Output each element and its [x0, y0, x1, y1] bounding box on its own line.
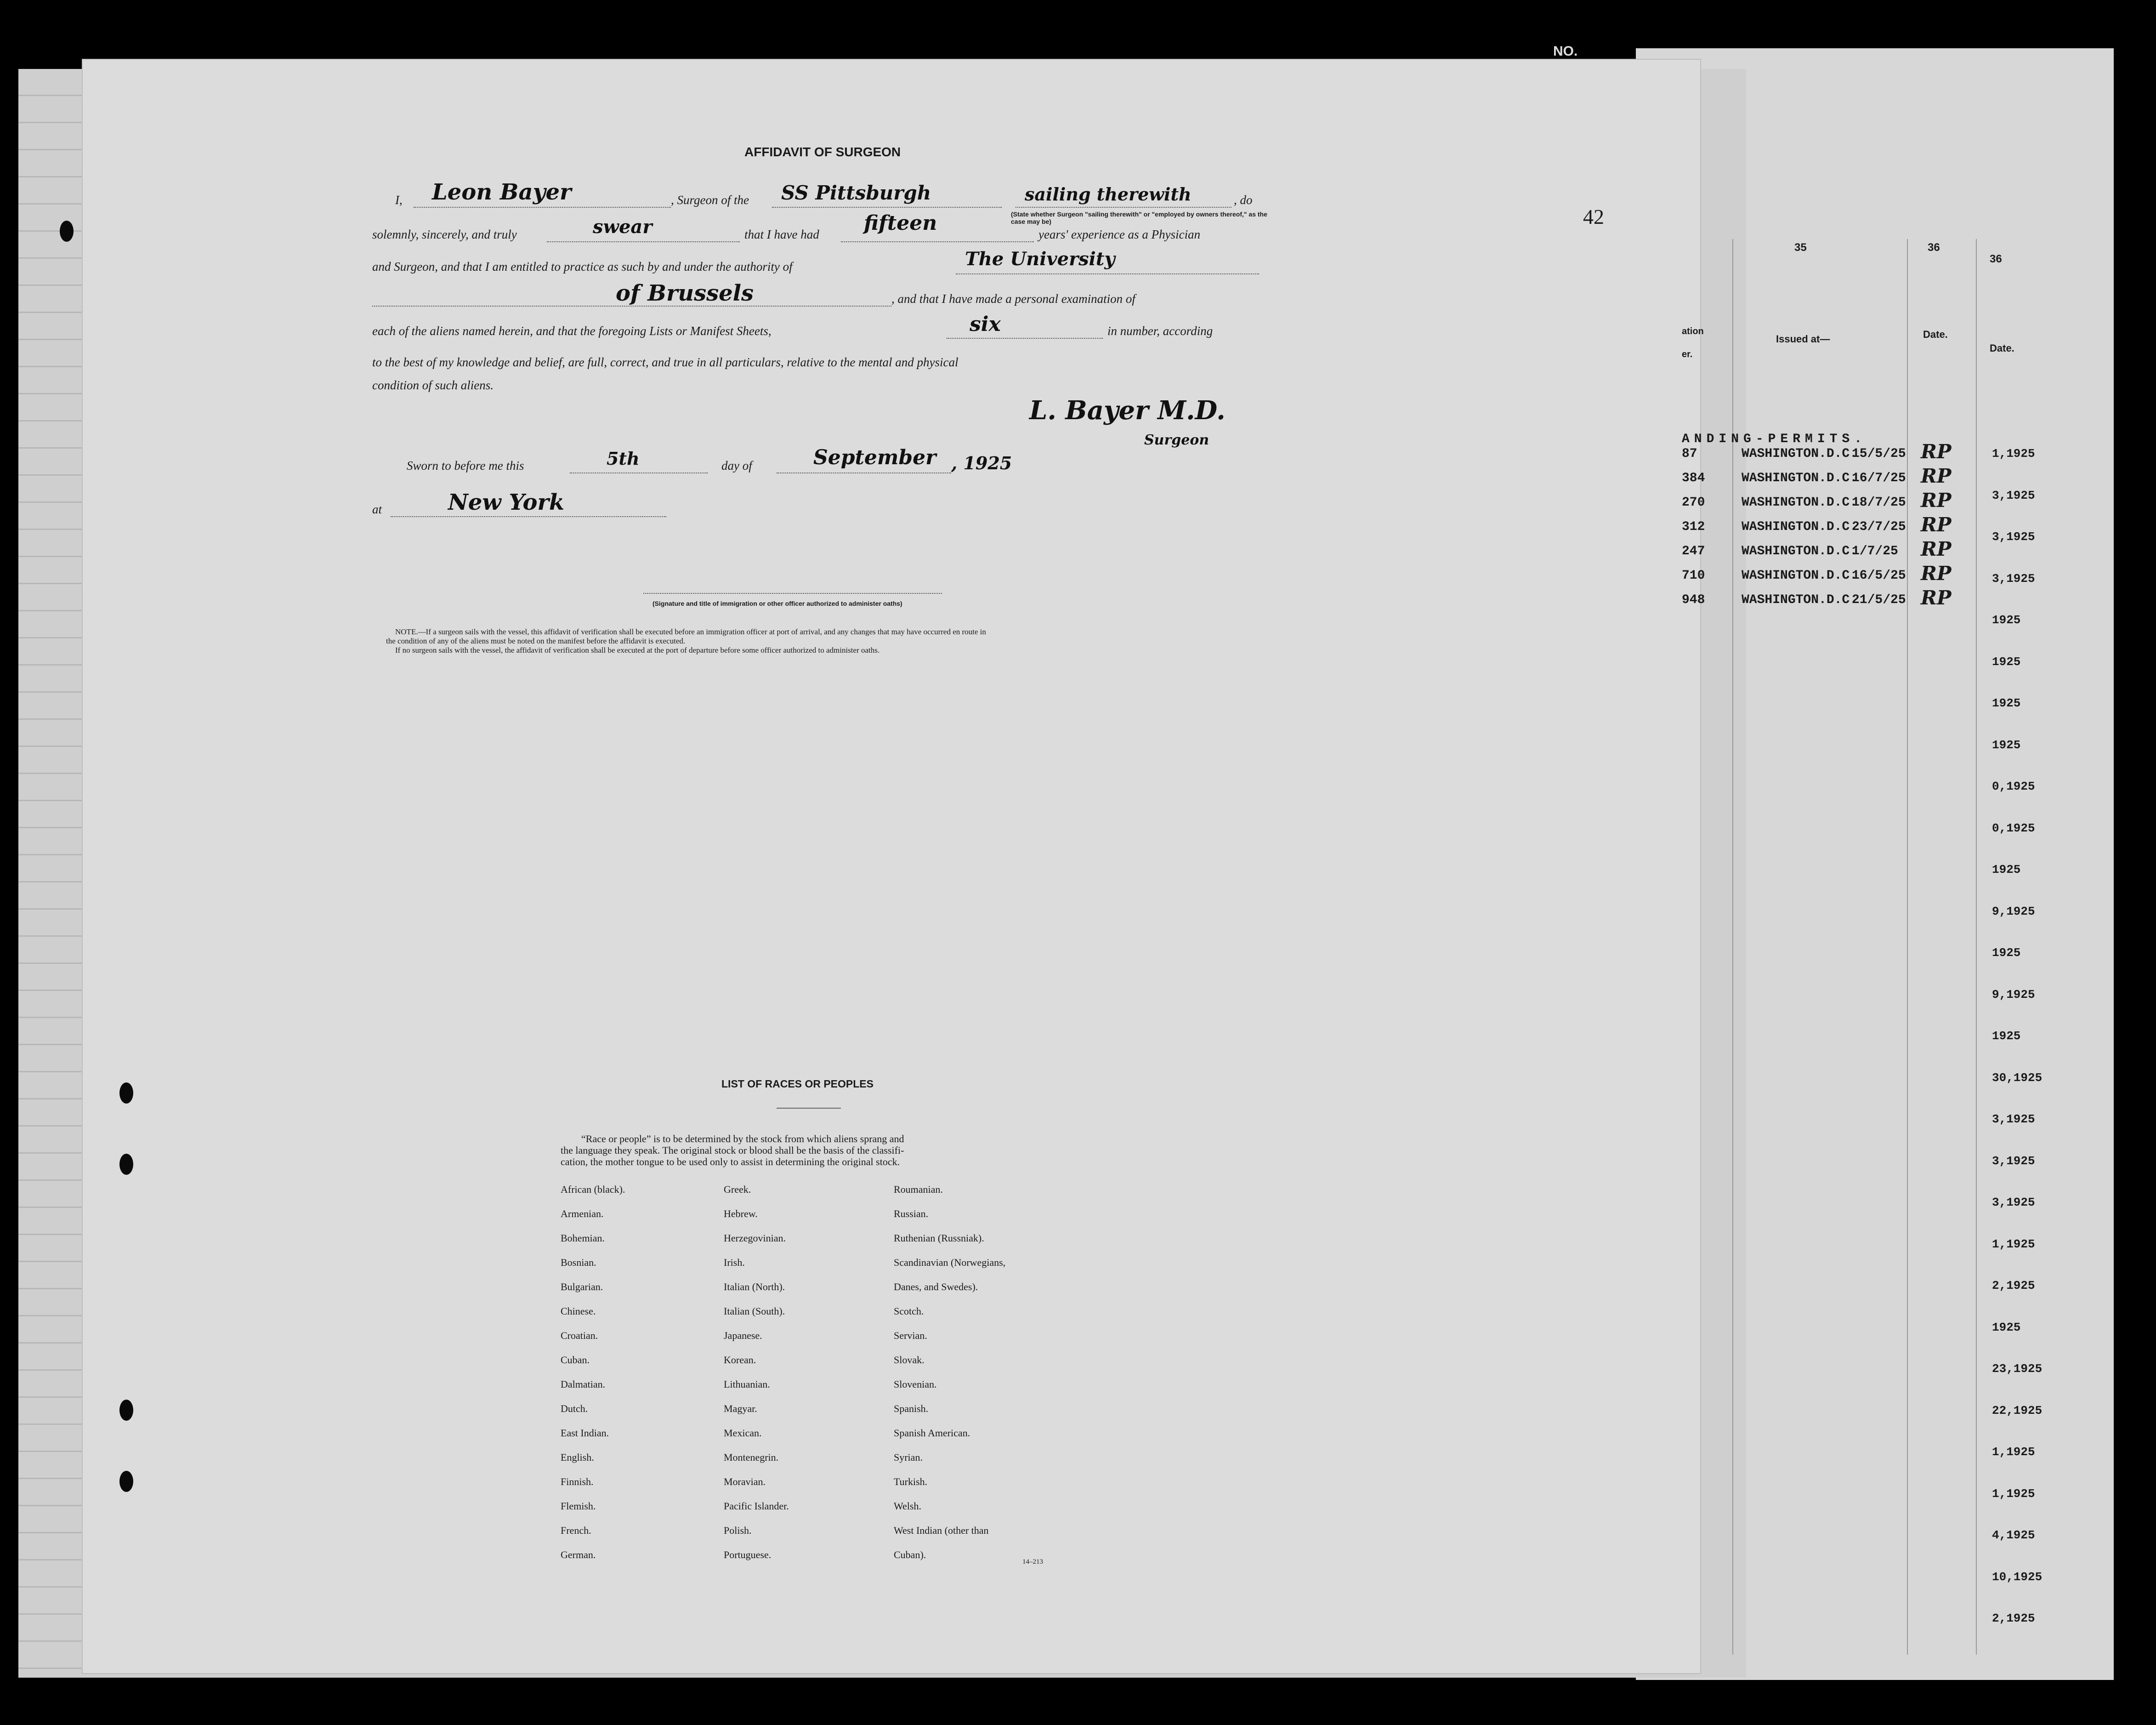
- permit-issued-at: WASHINGTON.D.C.: [1742, 593, 1858, 607]
- race-item: Turkish.: [894, 1476, 928, 1487]
- permit-date: 21/5/25: [1852, 593, 1906, 607]
- race-item: Irish.: [724, 1257, 745, 1268]
- date-column-cell: 10,1925: [1992, 1570, 2043, 1584]
- date-column-cell: 1,1925: [1992, 1445, 2035, 1459]
- date-column-cell: 1925: [1992, 863, 2021, 877]
- permit-number: 247: [1682, 544, 1705, 558]
- permit-approval-mark: RP: [1921, 562, 1952, 585]
- permit-number: 87: [1682, 447, 1697, 461]
- punch-hole: [119, 1400, 133, 1421]
- permit-date: 16/5/25: [1852, 569, 1906, 583]
- text-at: at: [372, 502, 382, 516]
- text-best-knowledge: to the best of my knowledge and belief, are full, correct, and true in all particulars, relative to the mental and physical: [372, 355, 959, 369]
- race-item: Montenegrin.: [724, 1452, 779, 1463]
- column-head-station: ation: [1682, 326, 1704, 336]
- date-column-cell: 1,1925: [1992, 1237, 2035, 1251]
- race-item: Slovenian.: [894, 1378, 937, 1390]
- text-each-alien: each of the aliens named herein, and that the foregoing Lists or Manifest Sheets,: [372, 324, 772, 338]
- note-line-2: the condition of any of the aliens must be noted on the manifest before the affidavit is executed.: [386, 637, 686, 645]
- punch-hole: [60, 221, 74, 242]
- permit-approval-mark: RP: [1921, 513, 1952, 536]
- race-item: Cuban).: [894, 1549, 926, 1560]
- race-item: Spanish.: [894, 1403, 929, 1414]
- race-item: Greek.: [724, 1184, 751, 1195]
- manifest-number-label: NO.: [1553, 44, 1578, 59]
- permit-date: 15/5/25: [1852, 447, 1906, 461]
- sworn-place: New York: [448, 490, 565, 515]
- column-head-date-2: Date.: [1990, 342, 2014, 354]
- permit-issued-at: WASHINGTON.D.C.: [1742, 471, 1858, 485]
- punch-hole: [119, 1471, 133, 1492]
- punch-hole: [119, 1154, 133, 1175]
- sworn-year: , 1925: [951, 453, 1012, 473]
- race-item: Portuguese.: [724, 1549, 772, 1560]
- text-that-had: that I have had: [744, 228, 819, 241]
- race-item: Italian (South).: [724, 1305, 785, 1317]
- race-item: Lithuanian.: [724, 1378, 770, 1390]
- race-item: Welsh.: [894, 1500, 921, 1512]
- date-column-cell: 23,1925: [1992, 1362, 2043, 1376]
- date-column-cell: 1,1925: [1992, 447, 2035, 461]
- race-item: Spanish American.: [894, 1427, 970, 1439]
- races-intro-1: “Race or people” is to be determined by the stock from which aliens sprang and: [581, 1133, 904, 1144]
- race-item: Herzegovinian.: [724, 1232, 786, 1244]
- date-column-cell: 3,1925: [1992, 1154, 2035, 1168]
- sailing-hint: (State whether Surgeon "sailing therewith" or "employed by owners thereof," as the case may be): [1011, 211, 1267, 225]
- races-title: LIST OF RACES OR PEOPLES: [721, 1078, 874, 1090]
- race-item: Chinese.: [561, 1305, 596, 1317]
- sailing-status: sailing therewith: [1025, 184, 1191, 205]
- sworn-month: September: [813, 446, 936, 469]
- text-solemnly: solemnly, sincerely, and truly: [372, 228, 517, 241]
- surgeon-signature-role: Surgeon: [1144, 432, 1209, 448]
- permit-issued-at: WASHINGTON.D.C.: [1742, 520, 1858, 534]
- date-column-cell: 3,1925: [1992, 1112, 2035, 1126]
- race-item: French.: [561, 1525, 591, 1536]
- race-item: Syrian.: [894, 1452, 923, 1463]
- text-i: I,: [395, 193, 403, 207]
- date-column-cell: 0,1925: [1992, 780, 2035, 793]
- races-intro-3: cation, the mother tongue to be used only to assist in determining the original stock.: [561, 1156, 900, 1167]
- date-column-cell: 1925: [1992, 1029, 2021, 1043]
- permit-issued-at: WASHINGTON.D.C.: [1742, 544, 1858, 558]
- affidavit-title: AFFIDAVIT OF SURGEON: [744, 145, 901, 159]
- date-column-cell: 1925: [1992, 613, 2021, 627]
- landing-permits-label: ANDING-PERMITS.: [1682, 432, 1867, 446]
- permit-number: 948: [1682, 593, 1705, 607]
- date-column-cell: 3,1925: [1992, 571, 2035, 586]
- races-intro-2: the language they speak. The original stock or blood shall be the basis of the classifi-: [561, 1144, 904, 1156]
- race-item: Dalmatian.: [561, 1378, 606, 1390]
- race-item: Servian.: [894, 1330, 927, 1341]
- column-head-issued-at: Issued at—: [1776, 333, 1830, 345]
- race-item: East Indian.: [561, 1427, 609, 1439]
- race-item: Roumanian.: [894, 1184, 943, 1195]
- note-line-1: NOTE.—If a surgeon sails with the vessel, this affidavit of verification shall be executed before an immigration officer at port of arrival, and any changes that may have occurred en route in: [395, 627, 986, 636]
- permit-issued-at: WASHINGTON.D.C.: [1742, 495, 1858, 510]
- race-item: Bosnian.: [561, 1257, 596, 1268]
- race-item: Korean.: [724, 1354, 756, 1366]
- date-column-cell: 3,1925: [1992, 488, 2035, 502]
- race-item: African (black).: [561, 1184, 625, 1195]
- race-item: Finnish.: [561, 1476, 594, 1487]
- race-item: Magyar.: [724, 1403, 757, 1414]
- race-item: Bulgarian.: [561, 1281, 603, 1292]
- permit-approval-mark: RP: [1921, 538, 1952, 560]
- race-item: Dutch.: [561, 1403, 588, 1414]
- column-number-36: 36: [1928, 241, 1940, 254]
- date-column-cell: 1925: [1992, 696, 2021, 710]
- race-item: Flemish.: [561, 1500, 596, 1512]
- permit-approval-mark: RP: [1921, 586, 1952, 609]
- permit-approval-mark: RP: [1921, 489, 1952, 512]
- permit-date: 16/7/25: [1852, 471, 1906, 485]
- date-column-cell: 22,1925: [1992, 1403, 2043, 1418]
- race-item: Cuban.: [561, 1354, 590, 1366]
- column-head-number: er.: [1682, 349, 1693, 359]
- years-experience: fifteen: [864, 211, 937, 235]
- race-item: Bohemian.: [561, 1232, 605, 1244]
- race-item: Mexican.: [724, 1427, 762, 1439]
- race-item: Russian.: [894, 1208, 929, 1219]
- date-column-cell: 4,1925: [1992, 1528, 2035, 1542]
- race-item: Croatian.: [561, 1330, 598, 1341]
- page-number: 42: [1583, 205, 1604, 228]
- date-column-cell: 1,1925: [1992, 1486, 2035, 1501]
- race-item: Japanese.: [724, 1330, 762, 1341]
- text-do: , do: [1234, 193, 1253, 207]
- date-column-cell: 1925: [1992, 946, 2021, 960]
- race-item: Scotch.: [894, 1305, 924, 1317]
- race-item: Slovak.: [894, 1354, 925, 1366]
- race-item: German.: [561, 1549, 596, 1560]
- permit-date: 1/7/25: [1852, 544, 1898, 558]
- surgeon-name: Leon Bayer: [432, 179, 572, 205]
- date-column-cell: 3,1925: [1992, 530, 2035, 544]
- surgeon-signature: L. Bayer M.D.: [1029, 395, 1226, 426]
- date-column-cell: 1925: [1992, 738, 2021, 752]
- sheets-count: six: [970, 313, 1001, 336]
- race-item: English.: [561, 1452, 594, 1463]
- column-number-35: 35: [1794, 241, 1807, 254]
- race-item: Ruthenian (Russniak).: [894, 1232, 984, 1244]
- race-item: West Indian (other than: [894, 1525, 989, 1536]
- race-item: Pacific Islander.: [724, 1500, 789, 1512]
- permit-issued-at: WASHINGTON.D.C.: [1742, 447, 1858, 461]
- permit-number: 710: [1682, 569, 1705, 583]
- date-column-cell: 1925: [1992, 1320, 2021, 1334]
- permit-number: 270: [1682, 495, 1705, 510]
- text-condition: condition of such aliens.: [372, 378, 494, 392]
- text-day-of: day of: [721, 459, 752, 473]
- punch-hole: [119, 1082, 133, 1104]
- permit-approval-mark: RP: [1921, 440, 1952, 463]
- permit-approval-mark: RP: [1921, 465, 1952, 487]
- date-column-cell: 0,1925: [1992, 821, 2035, 835]
- note-line-3: If no surgeon sails with the vessel, the affidavit of verification shall be executed at the port of departure before some officer authorized to administer oaths.: [395, 646, 880, 655]
- oath-word: swear: [593, 216, 652, 238]
- race-item: Armenian.: [561, 1208, 604, 1219]
- text-examination: , and that I have made a personal examination of: [891, 292, 1135, 306]
- column-head-date: Date.: [1923, 329, 1948, 340]
- date-column-cell: 2,1925: [1992, 1611, 2035, 1625]
- race-item: Italian (North).: [724, 1281, 785, 1292]
- authority-line-2: of Brussels: [616, 280, 754, 306]
- permit-date: 23/7/25: [1852, 520, 1906, 534]
- text-in-number: in number, according: [1107, 324, 1213, 338]
- date-column-cell: 2,1925: [1992, 1279, 2035, 1292]
- date-column-cell: 30,1925: [1992, 1070, 2043, 1085]
- date-column-cell: 1925: [1992, 655, 2021, 669]
- text-years-exp: years' experience as a Physician: [1038, 228, 1201, 241]
- sworn-day: 5th: [607, 448, 640, 469]
- race-item: Scandinavian (Norwegians,: [894, 1257, 1006, 1268]
- column-number-36b: 36: [1990, 253, 2002, 265]
- permit-date: 18/7/25: [1852, 495, 1906, 510]
- race-item: Polish.: [724, 1525, 752, 1536]
- date-column-cell: 3,1925: [1992, 1196, 2035, 1209]
- date-column-cell: 9,1925: [1992, 987, 2035, 1002]
- permit-number: 312: [1682, 520, 1705, 534]
- race-item: Danes, and Swedes).: [894, 1281, 978, 1292]
- race-item: Hebrew.: [724, 1208, 758, 1219]
- date-column-cell: 9,1925: [1992, 904, 2035, 918]
- officer-caption: (Signature and title of immigration or other officer authorized to administer oaths): [652, 600, 902, 607]
- text-and-surgeon: and Surgeon, and that I am entitled to practice as such by and under the authority of: [372, 260, 793, 273]
- permit-number: 384: [1682, 471, 1705, 485]
- text-surgeon-of: , Surgeon of the: [671, 193, 749, 207]
- text-sworn: Sworn to before me this: [407, 459, 524, 473]
- permit-issued-at: WASHINGTON.D.C.: [1742, 569, 1858, 583]
- authority-line-1: The University: [965, 248, 1115, 270]
- form-number: 14–213: [1022, 1558, 1043, 1566]
- vessel-name: SS Pittsburgh: [781, 182, 931, 204]
- race-item: Moravian.: [724, 1476, 766, 1487]
